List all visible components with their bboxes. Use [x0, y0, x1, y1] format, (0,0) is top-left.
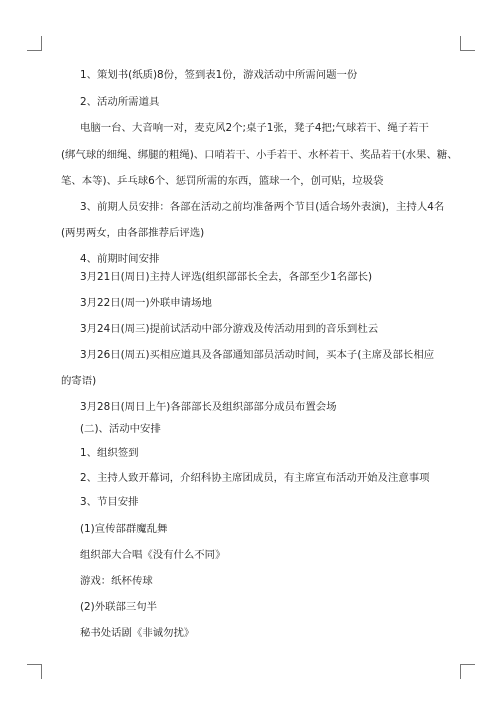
text-line: 的寄语) — [61, 375, 97, 387]
text-line: 1、策划书(纸质)8份，签到表1份，游戏活动中所需问题一份 — [80, 69, 358, 81]
text-line: 3月28日(周日上午)各部部长及组织部部分成员布置会场 — [80, 401, 337, 413]
text-line: (1)宣传部群魔乱舞 — [80, 523, 168, 535]
text-line: 秘书处话剧《非诚勿扰》 — [80, 627, 195, 639]
text-line: 2、活动所需道具 — [80, 96, 160, 108]
text-line: 3、节目安排 — [80, 496, 139, 508]
text-line: 电脑一台、大音响一对，麦克风2个;桌子1张，凳子4把;气球若干、绳子若干 — [80, 122, 429, 134]
text-line: 3月22日(周一)外联申请场地 — [80, 297, 212, 309]
crop-mark-top-left — [27, 36, 42, 51]
text-line: 组织部大合唱《没有什么不同》 — [80, 549, 226, 561]
text-line: 3月24日(周三)提前试活动中部分游戏及传活动用到的音乐到杜云 — [80, 323, 379, 335]
text-line: (2)外联部三句半 — [80, 601, 158, 613]
text-line: 2、主持人致开幕词，介绍科协主席团成员，有主席宣布活动开始及注意事项 — [80, 472, 430, 484]
crop-mark-bottom-right — [460, 664, 475, 679]
text-line: 1、组织签到 — [80, 447, 139, 459]
crop-mark-bottom-left — [27, 664, 42, 679]
text-line: (二)、活动中安排 — [80, 423, 161, 435]
crop-mark-top-right — [460, 36, 475, 51]
text-line: 3月21日(周日)主持人评选(组织部部长全去，各部至少1名部长) — [80, 271, 373, 283]
text-line: 4、前期时间安排 — [80, 253, 160, 265]
text-line: (两男两女，由各部推荐后评选) — [61, 227, 205, 239]
text-line: 3、前期人员安排：各部在活动之前均准备两个节目(适合场外表演)，主持人4名 — [80, 201, 445, 213]
text-line: 游戏：纸杯传球 — [80, 575, 153, 587]
text-line: (绑气球的细绳、绑腿的粗绳)、口哨若干、小手若干、水杯若干、奖品若干(水果、糖、 — [61, 149, 458, 161]
text-line: 3月26日(周五)买相应道具及各部通知部员活动时间，买本子(主席及部长相应 — [80, 349, 435, 361]
text-line: 笔、本等)、乒乓球6个、惩罚所需的东西，篮球一个，创可贴，垃圾袋 — [61, 175, 384, 187]
